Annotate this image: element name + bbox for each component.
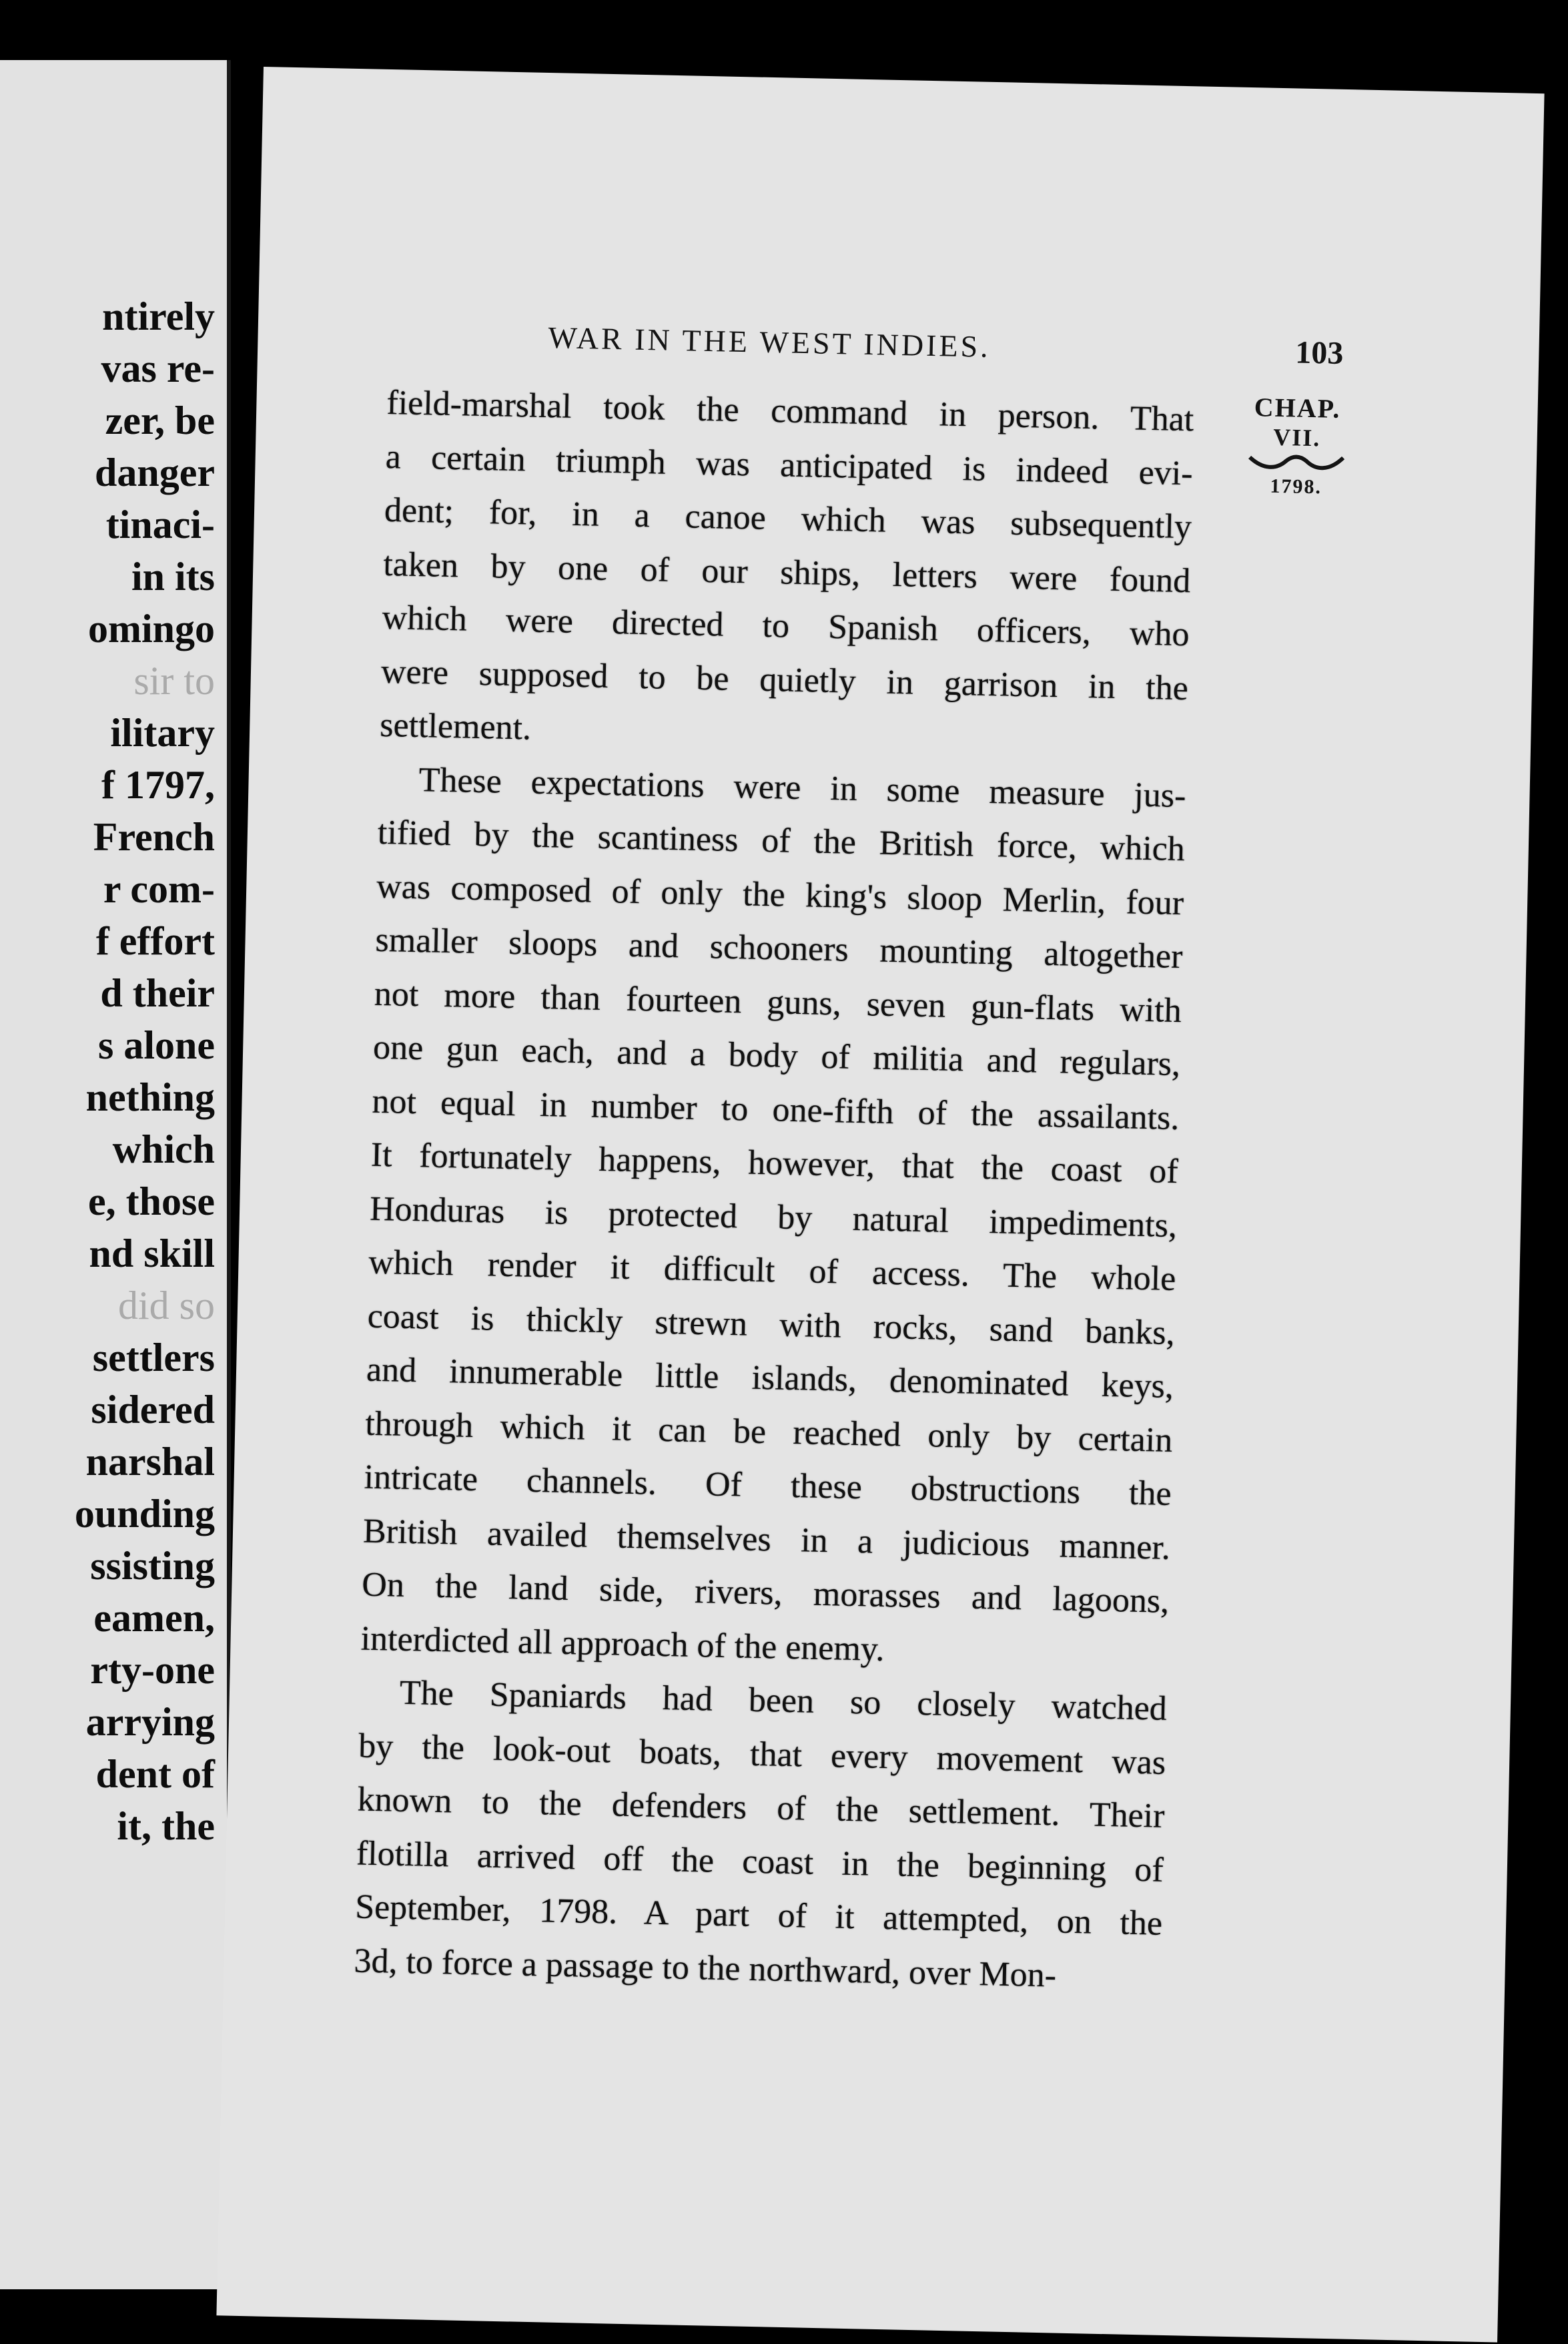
text-line: which were directed to Spanish officers, who — [382, 598, 1190, 654]
text-line: which render it difficult of access. The whole — [368, 1243, 1176, 1299]
facing-page-line: which — [112, 1127, 215, 1171]
facing-page-line: narshal — [85, 1440, 215, 1484]
facing-page-line: ounding — [74, 1492, 215, 1536]
facing-page-line: r com- — [103, 867, 215, 911]
facing-page-line: settlers — [92, 1336, 215, 1380]
text-line: through which it can be reached only by certain — [364, 1404, 1173, 1460]
facing-page-line: omingo — [87, 607, 215, 651]
margin-chapter-number: VII. — [1272, 423, 1321, 452]
text-line: On the land side, rivers, morasses and lagoons, — [361, 1565, 1170, 1621]
facing-page-line: did so — [117, 1283, 215, 1328]
body-text — [354, 376, 1194, 2005]
facing-page — [0, 60, 231, 2289]
paragraph-2 — [360, 752, 1186, 1683]
book-page — [216, 67, 1544, 2342]
facing-page-line: French — [93, 815, 215, 859]
facing-page-line: nd skill — [89, 1231, 215, 1275]
margin-note — [1236, 391, 1358, 500]
text-line: known to the defenders of the settlement. Their — [357, 1780, 1165, 1835]
paragraph-1 — [380, 376, 1195, 770]
facing-page-line: nething — [85, 1075, 215, 1119]
text-line: 3d, to force a passage to the northward, over Mon- — [354, 1941, 1057, 1995]
text-line: interdicted all approach of the enemy. — [360, 1619, 885, 1669]
text-line: taken by one of our ships, letters were found — [382, 545, 1191, 600]
facing-page-line: in its — [131, 555, 215, 599]
text-line: The Spaniards had been so closely watched — [399, 1673, 1168, 1728]
page-number: 103 — [1294, 334, 1344, 371]
facing-page-line: ilitary — [110, 711, 215, 755]
running-head: WAR IN THE WEST INDIES. — [548, 320, 992, 364]
facing-page-line: f 1797, — [101, 763, 215, 807]
text-line: were supposed to be quietly in garrison in the — [380, 652, 1189, 707]
facing-page-line: e, those — [88, 1179, 215, 1223]
facing-page-line: rty-one — [90, 1648, 215, 1692]
text-line: dent; for, in a canoe which was subsequently — [384, 491, 1192, 547]
facing-page-line: vas re- — [101, 346, 215, 390]
margin-chap-label: CHAP. — [1254, 392, 1341, 424]
text-line: and innumerable little islands, denominated keys, — [366, 1350, 1174, 1406]
facing-page-line: sidered — [91, 1388, 215, 1432]
text-line: settlement. — [379, 705, 532, 748]
text-line: a certain triumph was anticipated is indeed evi- — [385, 437, 1194, 493]
margin-year: 1798. — [1270, 475, 1322, 499]
facing-page-line: it, the — [117, 1804, 215, 1848]
facing-page-line: sir to — [133, 659, 215, 703]
flourish-ornament — [1246, 451, 1347, 473]
text-line: not more than fourteen guns, seven gun-flats with — [374, 974, 1182, 1030]
facing-page-line: tinaci- — [105, 503, 215, 547]
text-line: These expectations were in some measure jus- — [418, 760, 1187, 815]
facing-page-line: ssisting — [90, 1544, 215, 1588]
facing-page-line: danger — [95, 451, 215, 495]
facing-page-line: s alone — [97, 1023, 215, 1067]
text-line: by the look-out boats, that every movement was — [358, 1727, 1166, 1782]
facing-page-line: f effort — [95, 919, 215, 963]
text-line: September, 1798. A part of it attempted, on the — [354, 1887, 1163, 1943]
facing-page-line: eamen, — [93, 1596, 215, 1640]
text-line: coast is thickly strewn with rocks, sand banks, — [367, 1297, 1176, 1352]
paragraph-3 — [354, 1666, 1168, 2005]
facing-page-line: ntirely — [102, 294, 215, 338]
text-line: It fortunately happens, however, that the coast of — [370, 1135, 1179, 1191]
text-line: one gun each, and a body of militia and regulars, — [372, 1028, 1181, 1084]
text-line: not equal in number to one-fifth of the assailants. — [371, 1082, 1180, 1137]
facing-page-line: d their — [100, 971, 215, 1015]
text-line: intricate channels. Of these obstructions the — [364, 1458, 1172, 1513]
text-line: Honduras is protected by natural impediments, — [369, 1189, 1178, 1245]
text-line: tified by the scantiness of the British force, which — [377, 813, 1186, 869]
text-line: field-marshal took the command in person. That — [386, 383, 1194, 439]
text-line: British availed themselves in a judicious manner. — [362, 1512, 1171, 1567]
facing-page-line: zer, be — [105, 398, 215, 443]
text-line: was composed of only the king's sloop Merlin, four — [376, 867, 1184, 922]
text-line: smaller sloops and schooners mounting altogether — [375, 920, 1183, 976]
facing-page-line: dent of — [95, 1752, 215, 1796]
facing-page-line: arrying — [85, 1700, 215, 1744]
text-line: flotilla arrived off the coast in the beginning of — [356, 1834, 1164, 1889]
